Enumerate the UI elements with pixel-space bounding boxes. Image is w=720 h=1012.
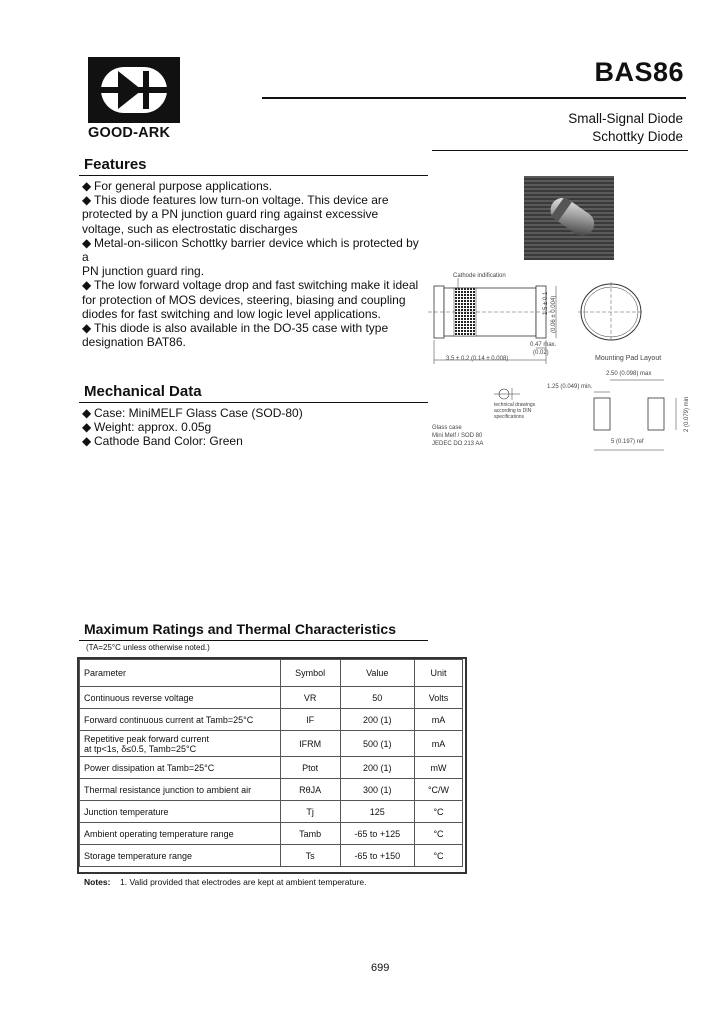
part-number: BAS86 <box>594 57 684 87</box>
cell-parameter <box>80 731 281 757</box>
cell-value: 50 <box>340 687 415 709</box>
dim-band: 0.47 max. <box>530 342 557 348</box>
table-row <box>80 801 463 823</box>
cell-symbol: Tj <box>280 801 340 823</box>
note-1: 1. Valid provided that electrodes are kept at ambient temperature. <box>120 877 367 887</box>
subtitle-small-signal: Small-Signal Diode <box>568 111 683 126</box>
feature-item: ◆ The low forward voltage drop and fast switching make it ideal <box>82 278 419 293</box>
table-header-row <box>80 660 463 687</box>
mechanical-title: Mechanical Data <box>84 383 202 400</box>
feature-line: voltage, such as electrostatic discharges <box>82 221 298 236</box>
ratings-condition: (TA=25°C unless otherwise noted.) <box>86 643 210 652</box>
cell-value: 125 <box>340 801 415 823</box>
mechanical-item: ◆ Weight: approx. 0.05g <box>82 420 212 435</box>
tech-note: technical drawings according to DIN specifications <box>494 402 536 420</box>
feature-line: designation BAT86. <box>82 335 186 350</box>
pad-width: 1.25 (0.049) min. <box>547 384 593 390</box>
cell-unit: °C <box>415 823 463 845</box>
cell-value: -65 to +125 <box>340 823 415 845</box>
pad-span: 2.50 (0.098) max <box>606 371 652 377</box>
cell-parameter: Forward continuous current at Tamb=25°C <box>80 709 281 731</box>
cell-parameter: Storage temperature range <box>80 845 281 867</box>
cell-unit: mW <box>415 757 463 779</box>
table-row <box>80 757 463 779</box>
package-drawing <box>428 270 688 460</box>
cell-symbol: IFRM <box>280 731 340 757</box>
cell-unit: °C <box>415 801 463 823</box>
diamond-bullet-icon: ◆ <box>82 179 92 193</box>
features-rule <box>79 175 428 176</box>
pad-layout-title: Mounting Pad Layout <box>595 355 662 362</box>
diamond-bullet-icon: ◆ <box>82 321 92 336</box>
mechanical-item: ◆ Case: MiniMELF Glass Case (SOD-80) <box>82 406 303 420</box>
header-value: Value <box>340 660 415 687</box>
diamond-bullet-icon: ◆ <box>82 434 92 449</box>
diode-symbol-icon <box>88 57 180 123</box>
diamond-bullet-icon: ◆ <box>82 278 92 293</box>
mechanical-list <box>82 406 427 449</box>
cathode-label: Cathode indification <box>453 273 506 279</box>
ratings-table <box>79 659 463 867</box>
brand-name: GOOD-ARK <box>88 125 171 141</box>
cell-parameter: Junction temperature <box>80 801 281 823</box>
cell-parameter-line1: Repetitive peak forward current <box>84 733 210 744</box>
feature-line: protected by a PN junction guard ring against excessive <box>82 207 379 222</box>
mechanical-rule <box>79 402 428 403</box>
glass-case-2: Mini Melf / SOD 80 <box>432 433 483 439</box>
cell-value: 200 (1) <box>340 757 415 779</box>
cell-unit: mA <box>415 709 463 731</box>
cell-value: 300 (1) <box>340 779 415 801</box>
table-row <box>80 845 463 867</box>
cell-symbol: Tamb <box>280 823 340 845</box>
subtitle-schottky: Schottky Diode <box>592 129 683 144</box>
header-symbol: Symbol <box>280 660 340 687</box>
table-row <box>80 687 463 709</box>
header-parameter: Parameter <box>80 660 281 687</box>
cell-value: -65 to +150 <box>340 845 415 867</box>
cell-symbol: VR <box>280 687 340 709</box>
table-row <box>80 823 463 845</box>
table-row <box>80 709 463 731</box>
ratings-title: Maximum Ratings and Thermal Characteristics <box>84 621 396 637</box>
table-row <box>80 731 463 757</box>
glass-case-1: Glass case <box>432 425 462 431</box>
dim-length: 3.5 ± 0.2 (0.14 ± 0.008) <box>446 356 509 362</box>
diamond-bullet-icon: ◆ <box>82 193 92 208</box>
cell-value: 500 (1) <box>340 731 415 757</box>
cell-unit: mA <box>415 731 463 757</box>
feature-line: for protection of MOS devices, steering, biasing and coupling <box>82 292 406 307</box>
features-list <box>82 179 427 349</box>
product-photo <box>524 176 614 260</box>
header-unit: Unit <box>415 660 463 687</box>
cell-symbol: Ptot <box>280 757 340 779</box>
diamond-bullet-icon: ◆ <box>82 406 92 420</box>
glass-case-3: JEDEC DO 213 AA <box>432 441 484 447</box>
cell-unit: °C/W <box>415 779 463 801</box>
ratings-rule <box>79 640 428 641</box>
cell-symbol: Ts <box>280 845 340 867</box>
mechanical-item: ◆ Cathode Band Color: Green <box>82 434 243 449</box>
feature-item: ◆ This diode features low turn-on voltage. This device are <box>82 193 389 208</box>
features-title: Features <box>84 156 147 173</box>
table-row <box>80 779 463 801</box>
cell-parameter: Continuous reverse voltage <box>80 687 281 709</box>
pad-total: 5 (0.197) ref <box>611 439 644 445</box>
cell-parameter: Ambient operating temperature range <box>80 823 281 845</box>
notes-label: Notes: <box>84 877 111 887</box>
cell-unit: Volts <box>415 687 463 709</box>
cell-value: 200 (1) <box>340 709 415 731</box>
pad-height: 2 (0.079) min <box>684 396 690 432</box>
cell-parameter-line2: at tp<1s, δ≤0.5, Tamb=25°C <box>84 743 197 754</box>
subtitle-rule <box>432 150 688 151</box>
cell-unit: °C <box>415 845 463 867</box>
feature-item: ◆ This diode is also available in the DO-35 case with type <box>82 321 389 336</box>
dim-dia: 1.5 ± 0.1 <box>543 291 549 315</box>
cell-parameter: Power dissipation at Tamb=25°C <box>80 757 281 779</box>
cell-symbol: IF <box>280 709 340 731</box>
feature-line: PN junction guard ring. <box>82 264 205 279</box>
cell-symbol: RθJA <box>280 779 340 801</box>
page-number: 699 <box>371 962 390 974</box>
diamond-bullet-icon: ◆ <box>82 420 92 435</box>
cell-parameter: Thermal resistance junction to ambient air <box>80 779 281 801</box>
company-logo <box>88 57 180 123</box>
feature-item: ◆ Metal-on-silicon Schottky barrier device which is protected by a <box>82 235 419 265</box>
feature-line: diodes for fast switching and low logic level applications. <box>82 306 381 321</box>
dim-band-in: (0.02) <box>533 350 549 356</box>
feature-item: ◆ For general purpose applications. <box>82 179 273 193</box>
header-rule <box>262 97 686 99</box>
dim-dia-in: (0.06 ± 0.004) <box>551 295 557 333</box>
diamond-bullet-icon: ◆ <box>82 235 92 250</box>
